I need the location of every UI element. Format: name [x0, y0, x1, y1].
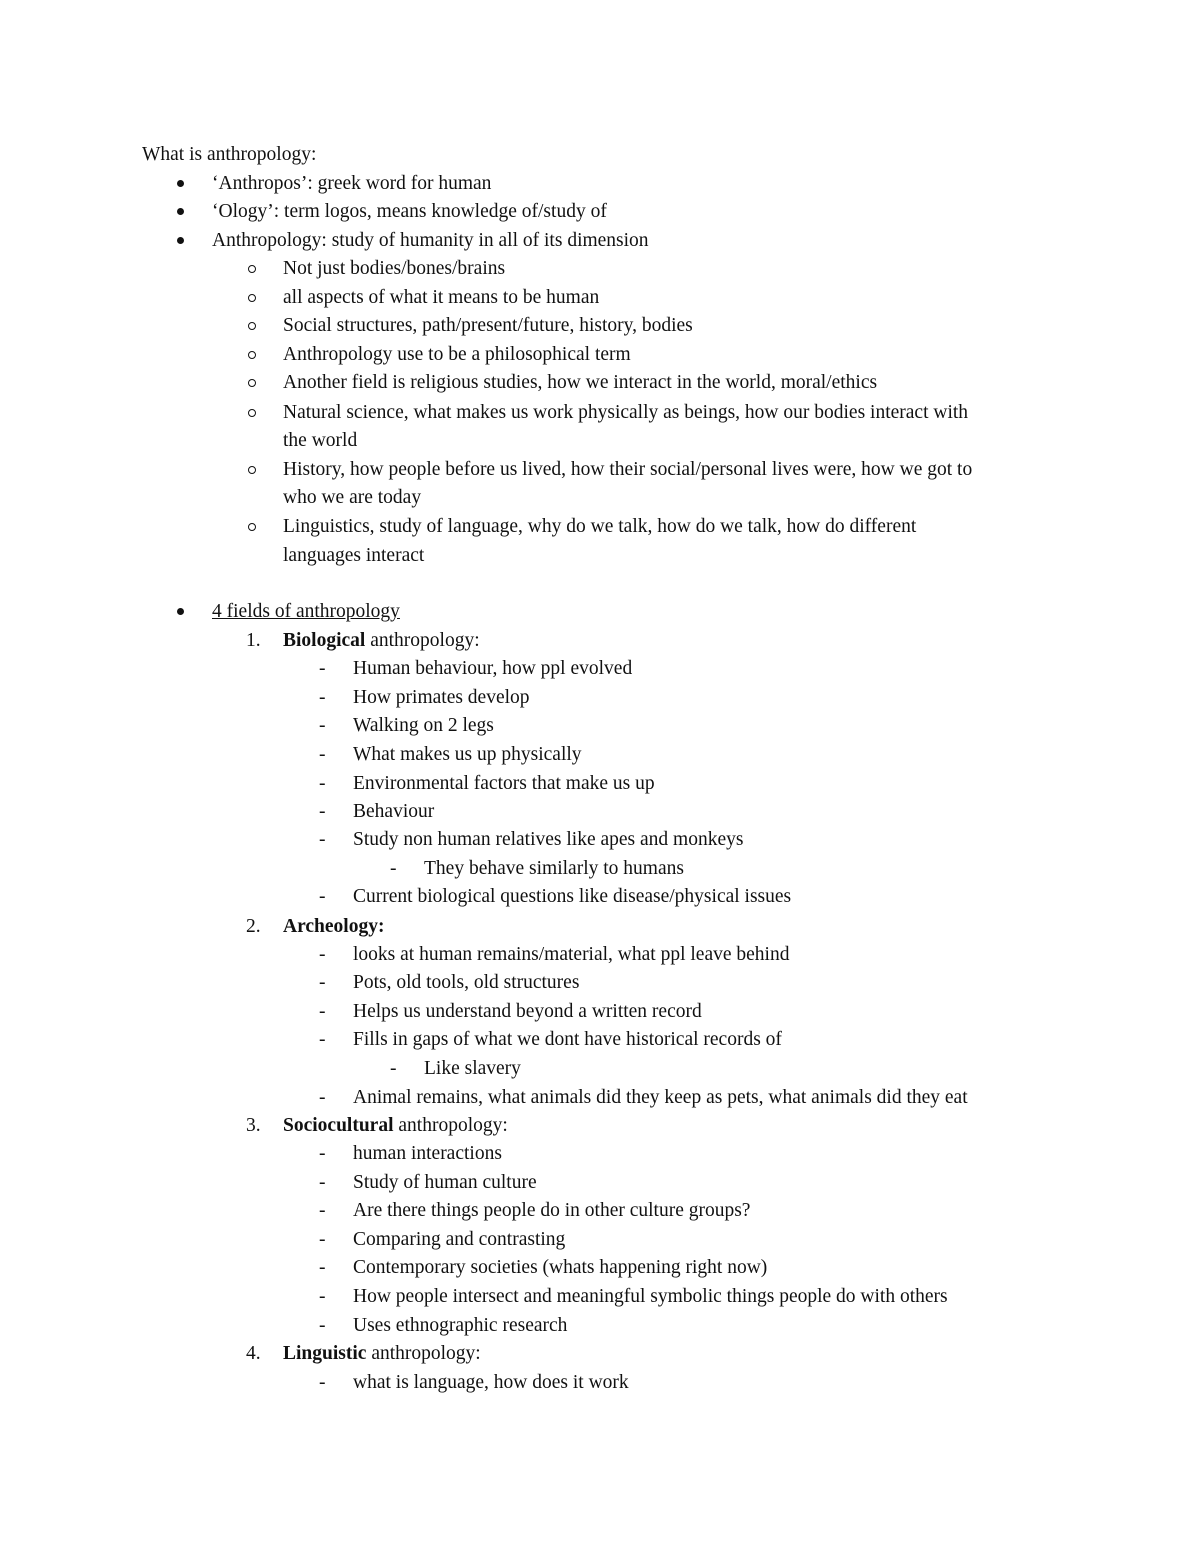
- field-title-bold: Archeology:: [283, 916, 385, 937]
- list-item: Environmental factors that make us up: [353, 773, 655, 794]
- bullet-icon: [177, 208, 184, 215]
- dash-marker: -: [319, 1257, 326, 1278]
- field-title-rest: anthropology:: [393, 1115, 508, 1136]
- list-item: Social structures, path/present/future, history, bodies: [283, 315, 693, 336]
- field-title-rest: anthropology:: [366, 1343, 481, 1364]
- list-item: Are there things people do in other culture groups?: [353, 1200, 751, 1221]
- list-item: Animal remains, what animals did they keep as pets, what animals did they eat: [353, 1087, 968, 1108]
- dash-marker: -: [319, 972, 326, 993]
- dash-marker: -: [319, 773, 326, 794]
- list-item: all aspects of what it means to be human: [283, 287, 600, 308]
- field-title-bold: Linguistic: [283, 1343, 367, 1364]
- circle-bullet-icon: [248, 523, 256, 531]
- list-item: How primates develop: [353, 687, 530, 708]
- list-item: Helps us understand beyond a written record: [353, 1001, 702, 1022]
- list-item: Not just bodies/bones/brains: [283, 258, 506, 279]
- bullet-icon: [177, 180, 184, 187]
- list-item-continuation: languages interact: [283, 545, 425, 566]
- list-item: History, how people before us lived, how their social/personal lives were, how we got to: [283, 459, 973, 480]
- circle-bullet-icon: [248, 409, 256, 417]
- circle-bullet-icon: [248, 294, 256, 302]
- list-item: What makes us up physically: [353, 744, 582, 765]
- list-item: ‘Anthropos’: greek word for human: [212, 173, 492, 194]
- field-title-bold: Biological: [283, 630, 366, 651]
- list-number: 4.: [246, 1343, 261, 1364]
- list-number: 2.: [246, 916, 261, 937]
- dash-marker: -: [319, 1087, 326, 1108]
- list-item: How people intersect and meaningful symbolic things people do with others: [353, 1286, 948, 1307]
- list-item: Fills in gaps of what we dont have historical records of: [353, 1029, 782, 1050]
- circle-bullet-icon: [248, 379, 256, 387]
- dash-marker: -: [390, 1058, 397, 1079]
- dash-marker: -: [319, 1172, 326, 1193]
- dash-marker: -: [319, 715, 326, 736]
- dash-marker: -: [319, 1315, 326, 1336]
- dash-marker: -: [319, 1229, 326, 1250]
- list-item: Study of human culture: [353, 1172, 537, 1193]
- field-title-archeology: [283, 916, 384, 938]
- dash-marker: -: [319, 1143, 326, 1164]
- circle-bullet-icon: [248, 351, 256, 359]
- dash-marker: -: [319, 744, 326, 765]
- list-item: looks at human remains/material, what ppl leave behind: [353, 944, 790, 965]
- field-title-linguistic: [283, 1343, 481, 1365]
- list-item: Contemporary societies (whats happening right now): [353, 1257, 768, 1278]
- list-item: Natural science, what makes us work physically as beings, how our bodies interact with: [283, 402, 969, 423]
- list-item: Anthropology use to be a philosophical term: [283, 344, 631, 365]
- dash-marker: -: [319, 886, 326, 907]
- list-item: what is language, how does it work: [353, 1372, 629, 1393]
- dash-marker: -: [319, 1286, 326, 1307]
- list-item: Another field is religious studies, how we interact in the world, moral/ethics: [283, 372, 878, 393]
- field-title-rest: anthropology:: [365, 630, 480, 651]
- list-item: Walking on 2 legs: [353, 715, 494, 736]
- list-item-continuation: who we are today: [283, 487, 422, 508]
- dash-marker: -: [319, 801, 326, 822]
- list-item: Pots, old tools, old structures: [353, 972, 580, 993]
- page-heading: What is anthropology:: [142, 144, 317, 165]
- list-item: Behaviour: [353, 801, 435, 822]
- dash-marker: -: [319, 658, 326, 679]
- circle-bullet-icon: [248, 322, 256, 330]
- dash-marker: -: [319, 1029, 326, 1050]
- field-title-biological: [283, 630, 480, 652]
- bullet-icon: [177, 608, 184, 615]
- field-title-sociocultural: [283, 1115, 508, 1137]
- dash-marker: -: [390, 858, 397, 879]
- field-title-bold: Sociocultural: [283, 1115, 394, 1136]
- list-number: 3.: [246, 1115, 261, 1136]
- dash-marker: -: [319, 829, 326, 850]
- dash-marker: -: [319, 1200, 326, 1221]
- dash-marker: -: [319, 1372, 326, 1393]
- list-item: human interactions: [353, 1143, 502, 1164]
- list-item: Human behaviour, how ppl evolved: [353, 658, 633, 679]
- list-number: 1.: [246, 630, 261, 651]
- list-item: Current biological questions like disease/physical issues: [353, 886, 792, 907]
- list-item: Linguistics, study of language, why do we talk, how do we talk, how do different: [283, 516, 917, 537]
- dash-marker: -: [319, 944, 326, 965]
- list-item: ‘Ology’: term logos, means knowledge of/study of: [212, 201, 607, 222]
- list-item: Study non human relatives like apes and monkeys: [353, 829, 744, 850]
- list-item-nested: They behave similarly to humans: [424, 858, 684, 879]
- circle-bullet-icon: [248, 466, 256, 474]
- bullet-icon: [177, 237, 184, 244]
- list-item: Uses ethnographic research: [353, 1315, 568, 1336]
- list-item: Comparing and contrasting: [353, 1229, 566, 1250]
- dash-marker: -: [319, 687, 326, 708]
- list-item-nested: Like slavery: [424, 1058, 521, 1079]
- circle-bullet-icon: [248, 265, 256, 273]
- list-item: Anthropology: study of humanity in all of its dimension: [212, 230, 649, 251]
- dash-marker: -: [319, 1001, 326, 1022]
- list-item-continuation: the world: [283, 430, 358, 451]
- section-heading-fields: 4 fields of anthropology: [212, 601, 400, 622]
